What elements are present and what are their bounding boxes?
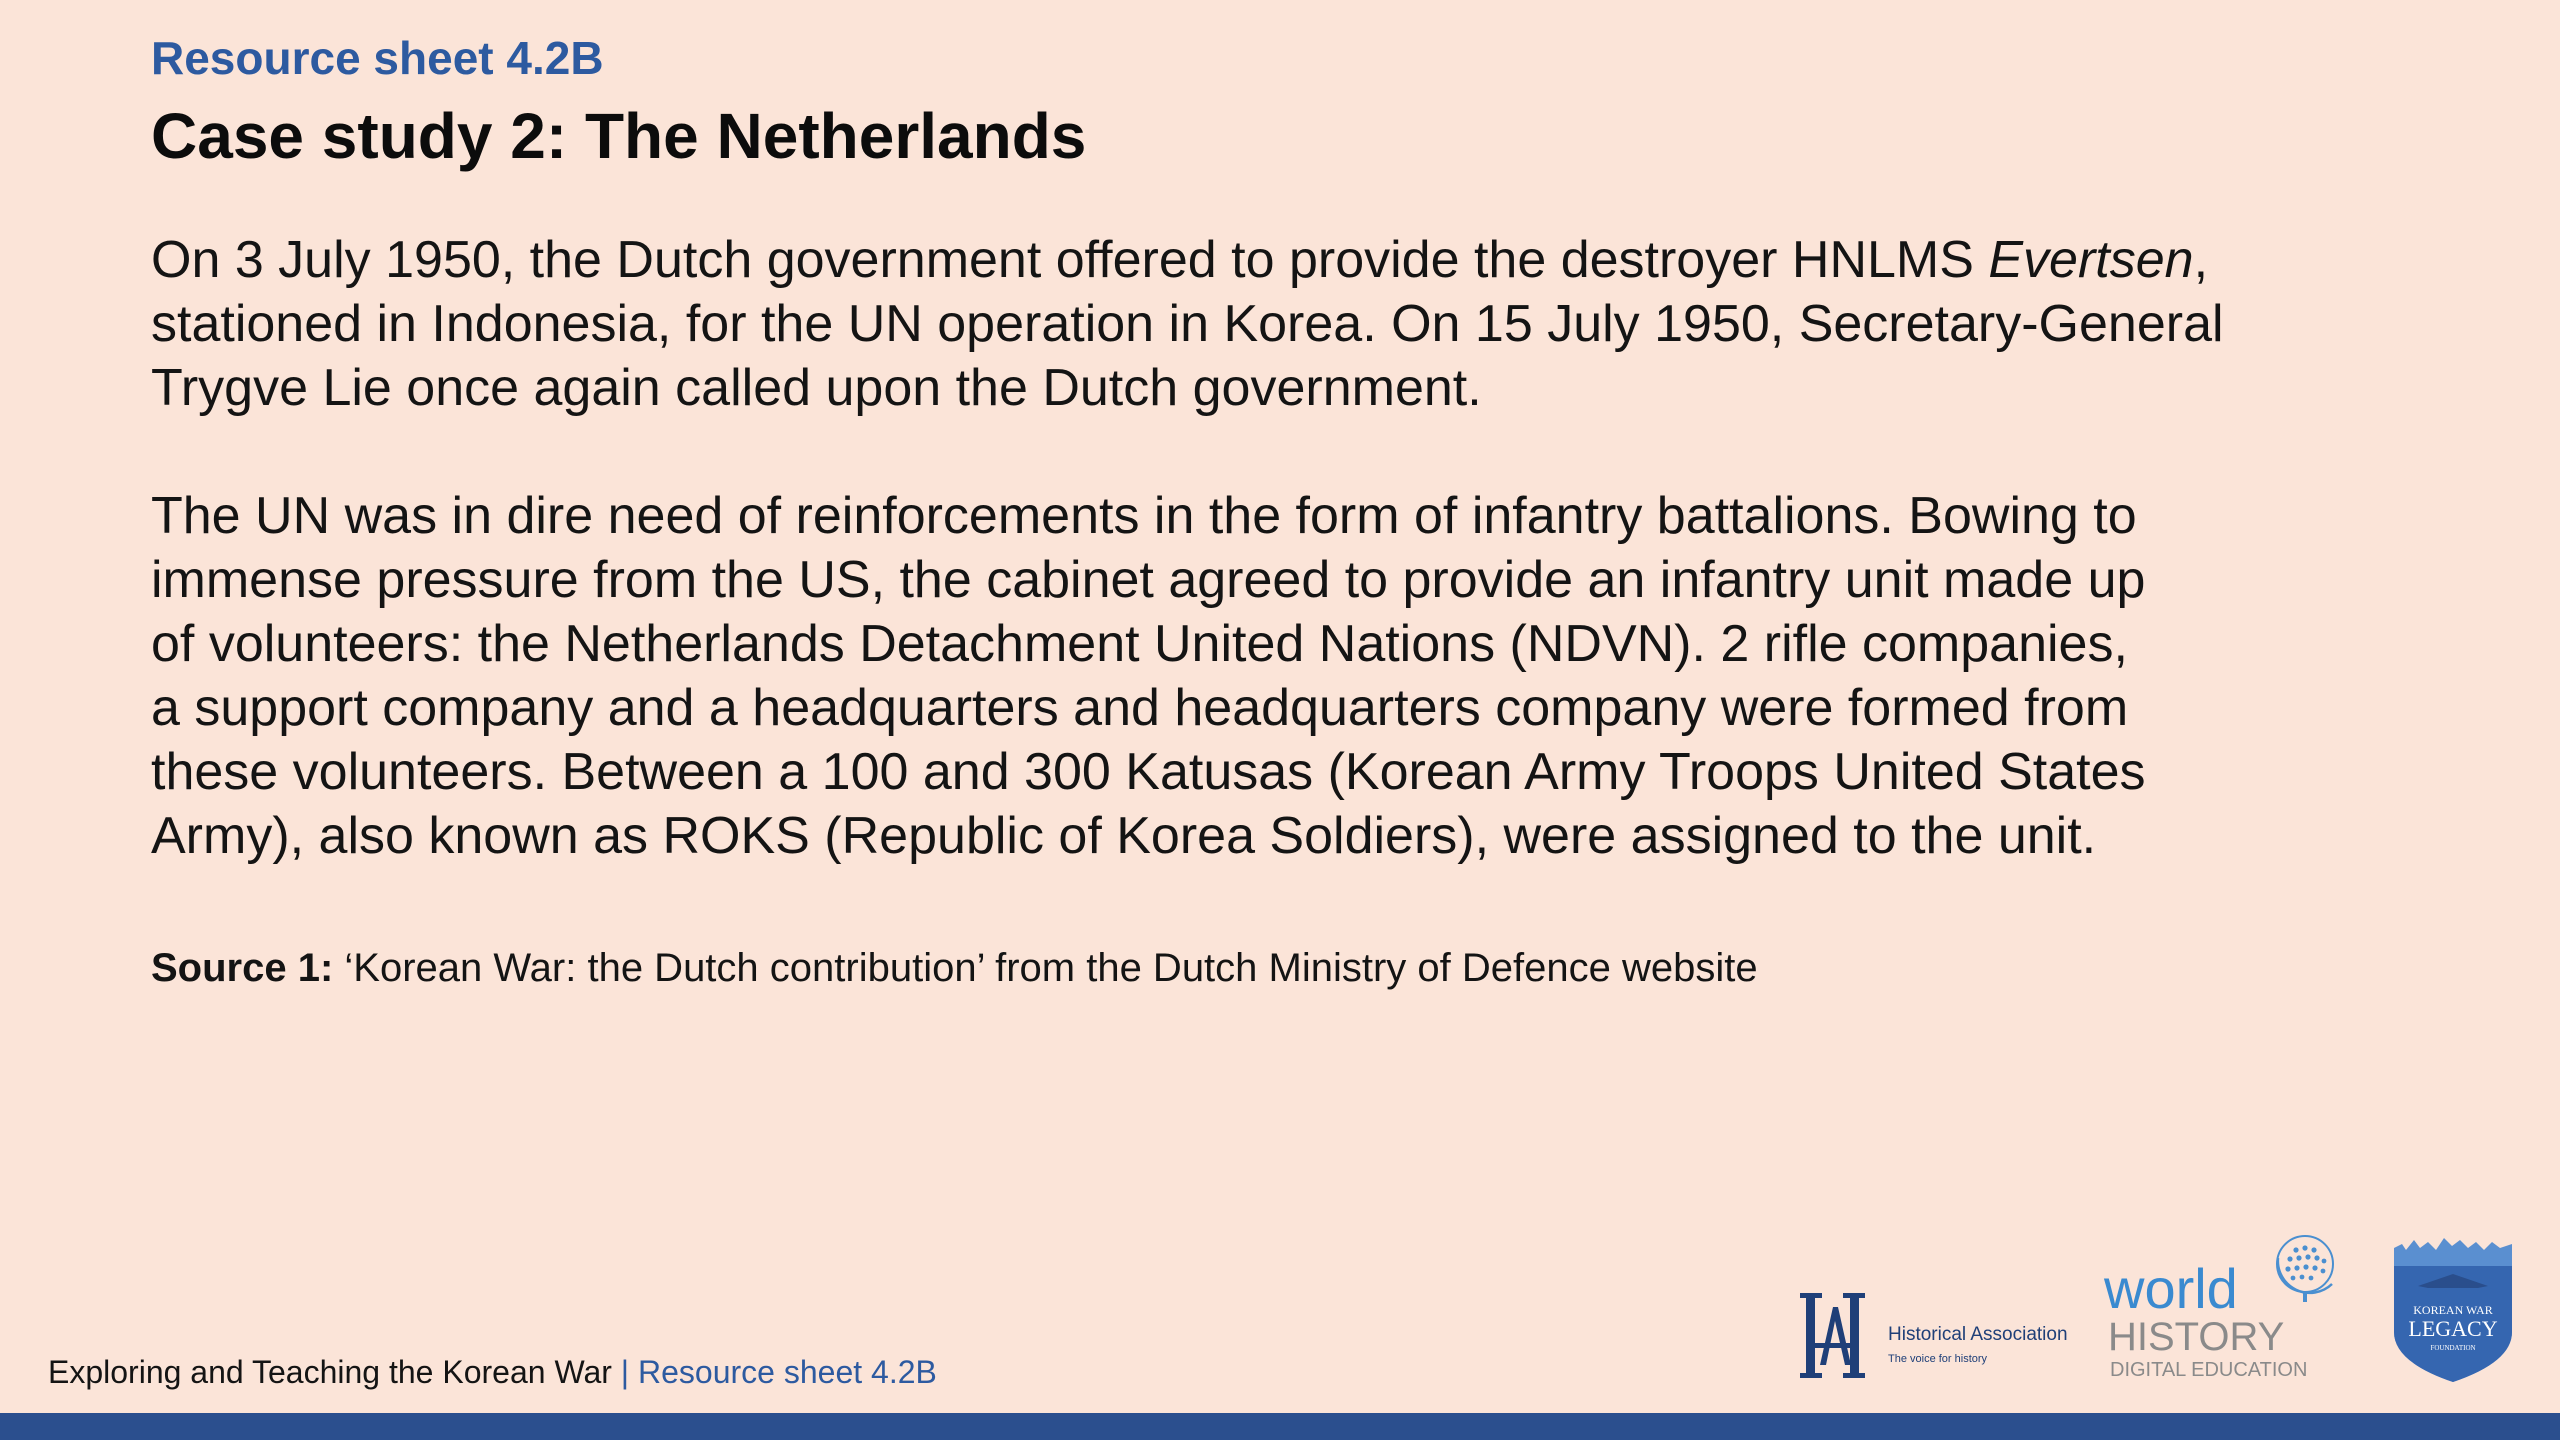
globe-icon xyxy=(2277,1236,2333,1302)
kwl-line2-text: LEGACY xyxy=(2408,1316,2498,1341)
paragraph-1-line-1-text: On 3 July 1950, the Dutch government offered to provide the destroyer HNLMS xyxy=(151,231,1989,289)
wh-history-text: HISTORY xyxy=(2108,1315,2285,1359)
ship-name: Evertsen xyxy=(1988,231,2194,289)
footer-separator: | xyxy=(611,1354,638,1390)
footer-caption xyxy=(48,1348,937,1396)
paragraph-2-line: Army), also known as ROKS (Republic of Korea Soldiers), were assigned to the unit. xyxy=(151,807,2097,865)
footer-bar xyxy=(0,1413,2560,1440)
korean-war-legacy-shield-logo xyxy=(2388,1236,2518,1386)
wh-world-text: world xyxy=(2104,1257,2238,1320)
footer-course-title: Exploring and Teaching the Korean War xyxy=(48,1354,612,1390)
historical-association-logo xyxy=(1800,1285,2070,1385)
paragraph-2-line: a support company and a headquarters and headquarters company were formed from xyxy=(151,679,2129,737)
resource-sheet-label: Resource sheet 4.2B xyxy=(151,32,604,84)
paragraph-2-line: of volunteers: the Netherlands Detachment United Nations (NDVN). 2 rifle companies, xyxy=(151,615,2128,673)
paragraph-1-line-2: stationed in Indonesia, for the UN operation in Korea. On 15 July 1950, Secretary-General xyxy=(151,295,2224,353)
kwl-line3-text: FOUNDATION xyxy=(2430,1344,2476,1352)
paragraph-1-line-1 xyxy=(151,228,2381,292)
ha-tagline: The voice for history xyxy=(1888,1353,1988,1365)
source-label: Source 1: xyxy=(151,946,334,990)
paragraph-2-line: immense pressure from the US, the cabinet agreed to provide an infantry unit made up xyxy=(151,551,2146,609)
page-title: Case study 2: The Netherlands xyxy=(151,100,1087,172)
paragraph-1-line-1-comma: , xyxy=(2193,231,2209,289)
paragraph-1-line-3: Trygve Lie once again called upon the Dutch government. xyxy=(151,359,1482,417)
ha-name: Historical Association xyxy=(1888,1324,2068,1345)
kwl-line1-text: KOREAN WAR xyxy=(2413,1303,2493,1317)
footer-sheet-label: Resource sheet 4.2B xyxy=(638,1354,937,1390)
world-history-digital-education-logo xyxy=(2100,1228,2350,1388)
paragraph-2 xyxy=(151,484,2381,868)
paragraph-2-line: these volunteers. Between a 100 and 300 Katusas (Korean Army Troops United States xyxy=(151,743,2146,801)
wh-digital-education-text: DIGITAL EDUCATION xyxy=(2110,1359,2308,1381)
source-text: ‘Korean War: the Dutch contribution’ from the Dutch Ministry of Defence website xyxy=(333,946,1758,990)
paragraph-1 xyxy=(151,228,2381,420)
paragraph-2-line: The UN was in dire need of reinforcements in the form of infantry battalions. Bowing to xyxy=(151,487,2137,545)
source-citation xyxy=(151,940,1758,996)
